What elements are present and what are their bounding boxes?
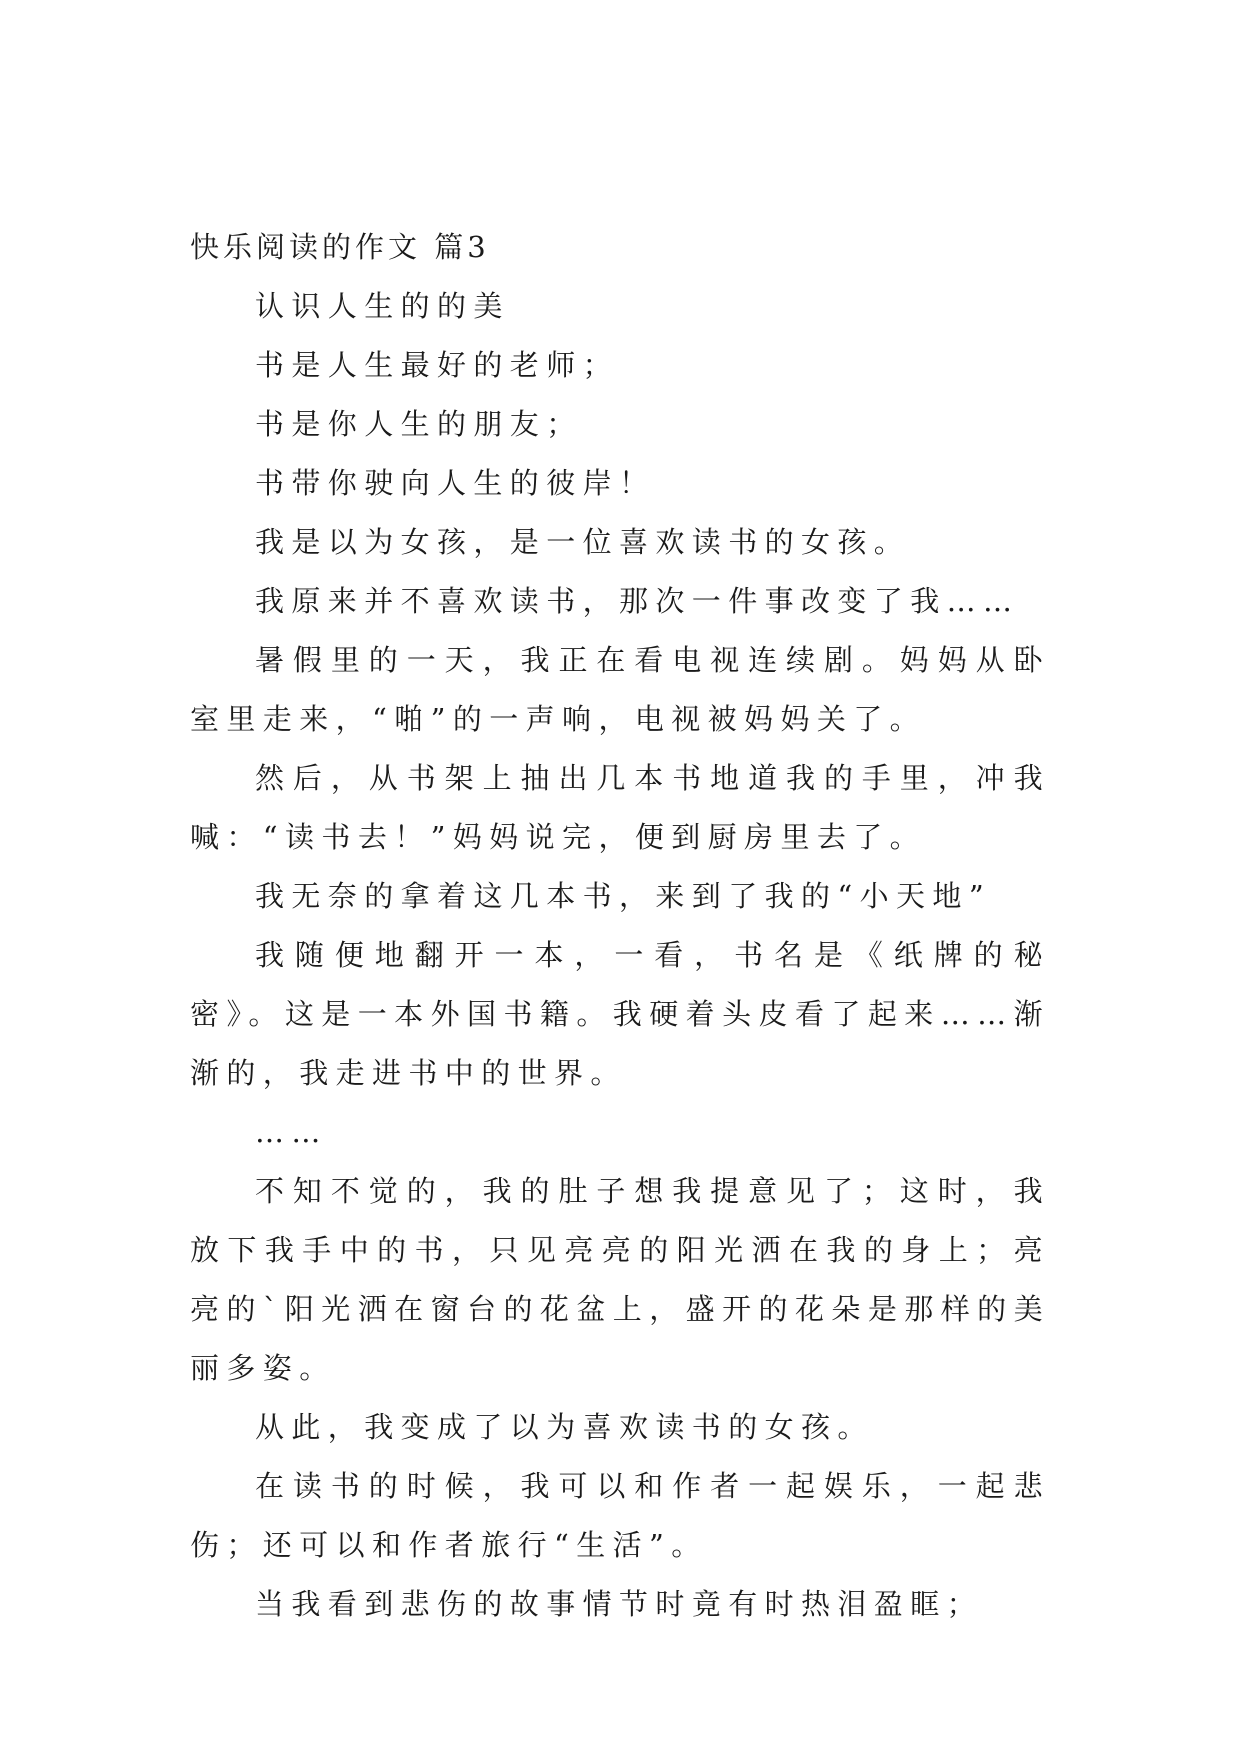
paragraph-1: 认识人生的的美	[255, 289, 510, 323]
paragraph-2: 书是人生最好的老师；	[255, 348, 620, 382]
paragraph-13: 从此，我变成了以为喜欢读书的女孩。	[255, 1410, 874, 1444]
paragraph-4: 书带你驶向人生的彼岸！	[255, 466, 656, 500]
paragraph-5: 我是以为女孩，是一位喜欢读书的女孩。	[255, 525, 911, 559]
paragraph-7: 暑假里的一天，我正在看电视连续剧。妈妈从卧室里走来，“啪”的一声响，电视被妈妈关了。	[190, 643, 1050, 736]
document-page	[190, 218, 1050, 1634]
paragraph-10: 我随便地翻开一本，一看，书名是《纸牌的秘密》。这是一本外国书籍。我硬着头皮看了起来……渐渐的，我走进书中的世界。	[190, 938, 1050, 1090]
paragraph-14: 在读书的时候，我可以和作者一起娱乐，一起悲伤；还可以和作者旅行“生活”。	[190, 1469, 1050, 1562]
paragraph-8: 然后，从书架上抽出几本书地道我的手里，冲我喊：“读书去！”妈妈说完，便到厨房里去了。	[190, 761, 1050, 854]
document-title: 快乐阅读的作文 篇3	[190, 230, 490, 264]
paragraph-12: 不知不觉的，我的肚子想我提意见了；这时，我放下我手中的书，只见亮亮的阳光洒在我的身上；亮亮的`阳光洒在窗台的花盆上，盛开的花朵是那样的美丽多姿。	[190, 1174, 1050, 1385]
paragraph-6: 我原来并不喜欢读书，那次一件事改变了我……	[255, 584, 1020, 618]
paragraph-11: ……	[255, 1115, 328, 1149]
paragraph-15: 当我看到悲伤的故事情节时竟有时热泪盈眶；	[255, 1587, 984, 1621]
paragraph-3: 书是你人生的朋友；	[255, 407, 583, 441]
paragraph-9: 我无奈的拿着这几本书，来到了我的“小天地”	[255, 879, 992, 913]
